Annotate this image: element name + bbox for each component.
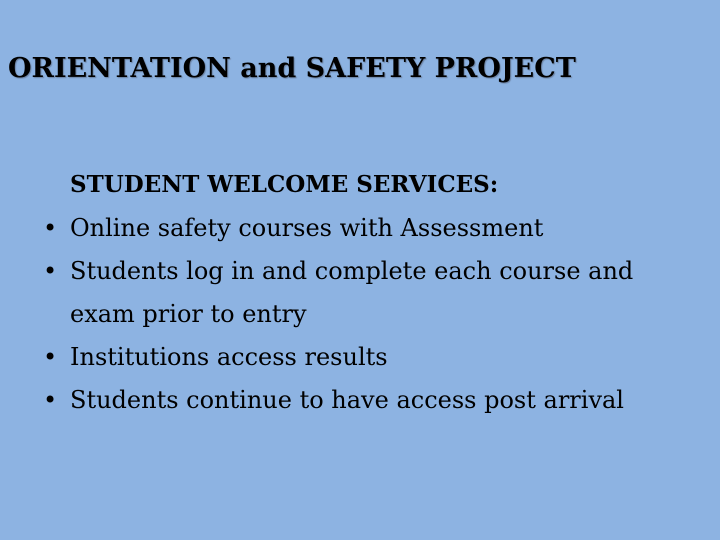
bullet-item-institution-results [43, 336, 680, 379]
bullet-text: Online safety courses with Assessment [70, 214, 544, 242]
section-heading: STUDENT WELCOME SERVICES: [70, 171, 499, 198]
bullet-icon: • [43, 386, 58, 414]
bullet-text: Institutions access results [70, 343, 388, 371]
bullet-icon: • [43, 343, 58, 371]
bullet-item-online-safety-courses [43, 207, 680, 250]
bullet-icon: • [43, 257, 58, 285]
bullet-item-post-arrival-access [43, 379, 680, 422]
bullet-item-student-login [43, 250, 680, 336]
slide-title: ORIENTATION and SAFETY PROJECT [8, 53, 576, 84]
slide-content [43, 162, 680, 422]
bullet-text: Students log in and complete each course and exam prior to entry [70, 257, 634, 328]
bullet-icon: • [43, 214, 58, 242]
bullet-list [43, 207, 680, 422]
bullet-text: Students continue to have access post arrival [70, 386, 624, 414]
